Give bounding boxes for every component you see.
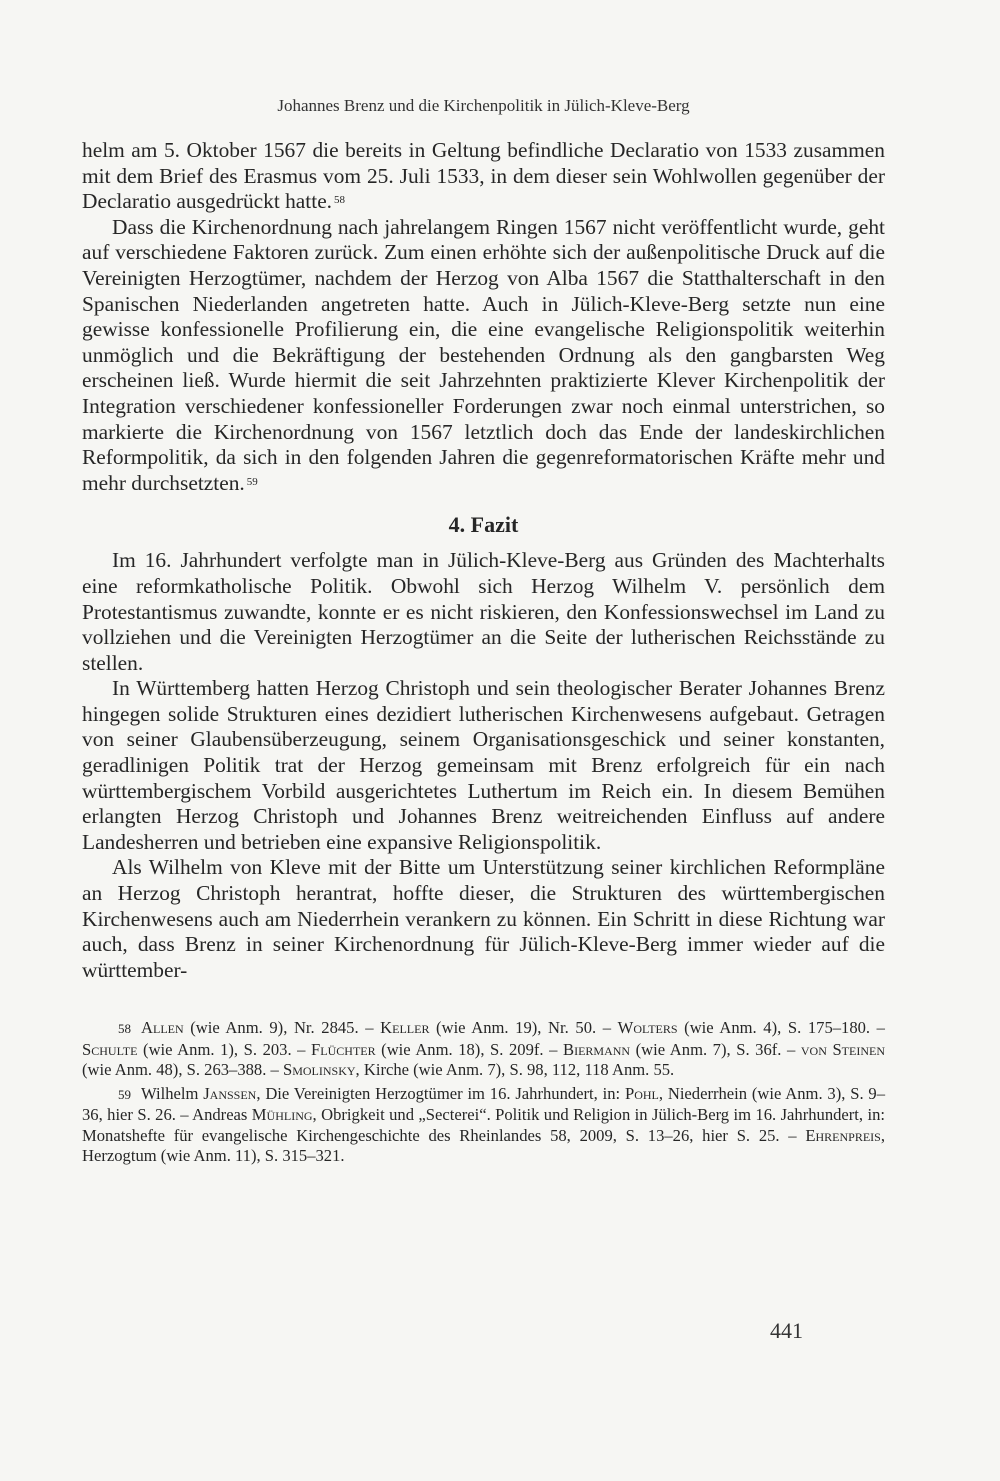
citation-text: (wie Anm. 1), S. 203. – [137, 1039, 312, 1059]
author-name: Biermann [563, 1039, 631, 1059]
author-name: Pohl [624, 1083, 659, 1103]
author-name: Allen [141, 1018, 184, 1037]
footnotes [82, 1018, 885, 1170]
paragraph-3: Im 16. Jahrhundert verfolgte man in Jülich-Kleve-Berg aus Gründen des Machterhalts eine reformkatholische Politik. Obwohl sich Herzog Wilhelm V. persönlich dem Protestantismus zuwandte, konnte er es nicht riskieren, den Konfessionswechsel im Land zu vollziehen und die Vereinigten Herzogtümer an die Seite der lutherischen Reichsstände zu stellen. [82, 548, 885, 675]
citation-text: , Obrigkeit und „Secterei“. Politik und Religion in Jülich-Berg im 16. Jahrhundert, in: Monatshefte für evangelische Kirchengeschichte des Rheinlandes 58, 2009, S. 13–26, hier S. 25. – [82, 1105, 885, 1145]
paragraph-4: In Württemberg hatten Herzog Christoph und sein theologischer Berater Johannes Brenz hingegen solide Strukturen eines dezidiert lutherischen Kirchenwesens aufgebaut. Getragen von seiner Glaubensüberzeugung, seinem Organisationsgeschick und seiner konstanten, geradlinigen Politik trat der Herzog gemeinsam mit Brenz erfolgreich für ein nach württembergischem Vorbild ausgerichtetes Luthertum im Reich ein. In diesem Bemühen erlangten Herzog Christoph und Johannes Brenz weitreichenden Einfluss auf andere Landesherren und betrieben eine expansive Religionspolitik. [82, 676, 885, 854]
paragraph-2 [82, 215, 885, 497]
paragraph-5: Als Wilhelm von Kleve mit der Bitte um Unterstützung seiner kirchlichen Reformpläne an Herzog Christoph herantrat, hoffte dieser, die Strukturen des württembergischen Kirchenwesens auch am Niederrhein verankern zu können. Ein Schritt in diese Richtung war auch, dass Brenz in seiner Kirchenordnung für Jülich-Kleve-Berg immer wieder auf die württember- [82, 855, 885, 982]
section-heading: 4. Fazit [448, 512, 519, 538]
page-number: 441 [770, 1318, 803, 1343]
citation-text: , Kirche (wie Anm. 7), S. 98, 112, 118 Anm. 55. [355, 1060, 675, 1079]
footnote-ref-58: 58 [334, 194, 346, 207]
citation-text: (wie Anm. 18), S. 209f. – [375, 1039, 563, 1059]
running-header: Johannes Brenz und die Kirchenpolitik in Jülich-Kleve-Berg [277, 96, 690, 115]
author-name: Ehrenpreis [805, 1125, 881, 1145]
citation-text: , Herzogtum (wie Anm. 11), S. 315–321. [82, 1125, 885, 1165]
footnote-59 [82, 1084, 885, 1167]
author-name: Keller [380, 1018, 430, 1037]
author-name: Mühling [251, 1105, 313, 1124]
footnote-ref-59: 59 [246, 475, 258, 488]
author-name: von Steinen [800, 1039, 885, 1059]
author-name: Flüchter [311, 1039, 376, 1059]
author-name: Smolinsky [282, 1060, 356, 1079]
paragraph-2-text: Dass die Kirchenordnung nach jahrelangem Ringen 1567 nicht veröffentlicht wurde, geht auf verschiedene Faktoren zurück. Zum einen erhöhte sich der außenpolitische Druck auf die Vereinigten Herzogtümer, nachdem der Herzog von Alba 1567 die Statthalterschaft in den Spanischen Niederlanden angetreten hatte. Auch in Jülich-Kleve-Berg setzte nun eine gewisse konfessionelle Profilierung ein, die eine evangelische Religionspolitik weiterhin unmöglich und die Bekräftigung der bestehenden Ordnung als den gangbarsten Weg erscheinen ließ. Wurde hiermit die seit Jahrzehnten praktizierte Klever Kirchenpolitik der Integration verschiedener konfessioneller Forderungen zwar noch einmal unterstrichen, so markierte die Kirchenordnung von 1567 letztlich doch das Ende der landeskirchlichen Reformpolitik, da sich in den folgenden Jahren die gegenreformatorischen Kräfte mehr und mehr durchsetzten. [82, 214, 885, 495]
citation-text: (wie Anm. 19), Nr. 50. – [429, 1018, 618, 1037]
citation-text: , Niederrhein (wie Anm. 3), S. 9–36, hier S. 26. – Andreas [82, 1083, 885, 1124]
citation-text: (wie Anm. 7), S. 36f. – [630, 1039, 801, 1059]
citation-text: (wie Anm. 9), Nr. 2845. – [183, 1018, 381, 1037]
paragraph-1-text: helm am 5. Oktober 1567 die bereits in Geltung befindliche Declaratio von 1533 zusammen mit dem Brief des Erasmus vom 25. Juli 1533, in dem dieser sein Wohlwollen gegenüber der Declaratio ausgedrückt hatte. [82, 138, 885, 214]
author-name: Schulte [82, 1039, 138, 1059]
footnote-58 [82, 1018, 885, 1081]
citation-text: (wie Anm. 4), S. 175–180. – [677, 1018, 885, 1037]
author-name: Wolters [617, 1018, 678, 1037]
footnote-number: 58 [118, 1021, 131, 1036]
citation-text: (wie Anm. 48), S. 263–388. – [82, 1060, 283, 1079]
paragraph-1 [82, 138, 885, 215]
main-text [82, 138, 885, 983]
citation-text: Wilhelm [141, 1083, 204, 1103]
footnote-number: 59 [118, 1086, 131, 1102]
citation-text: , Die Vereinigten Herzogtümer im 16. Jahrhundert, in: [256, 1083, 625, 1103]
author-name: Janssen [203, 1083, 257, 1103]
